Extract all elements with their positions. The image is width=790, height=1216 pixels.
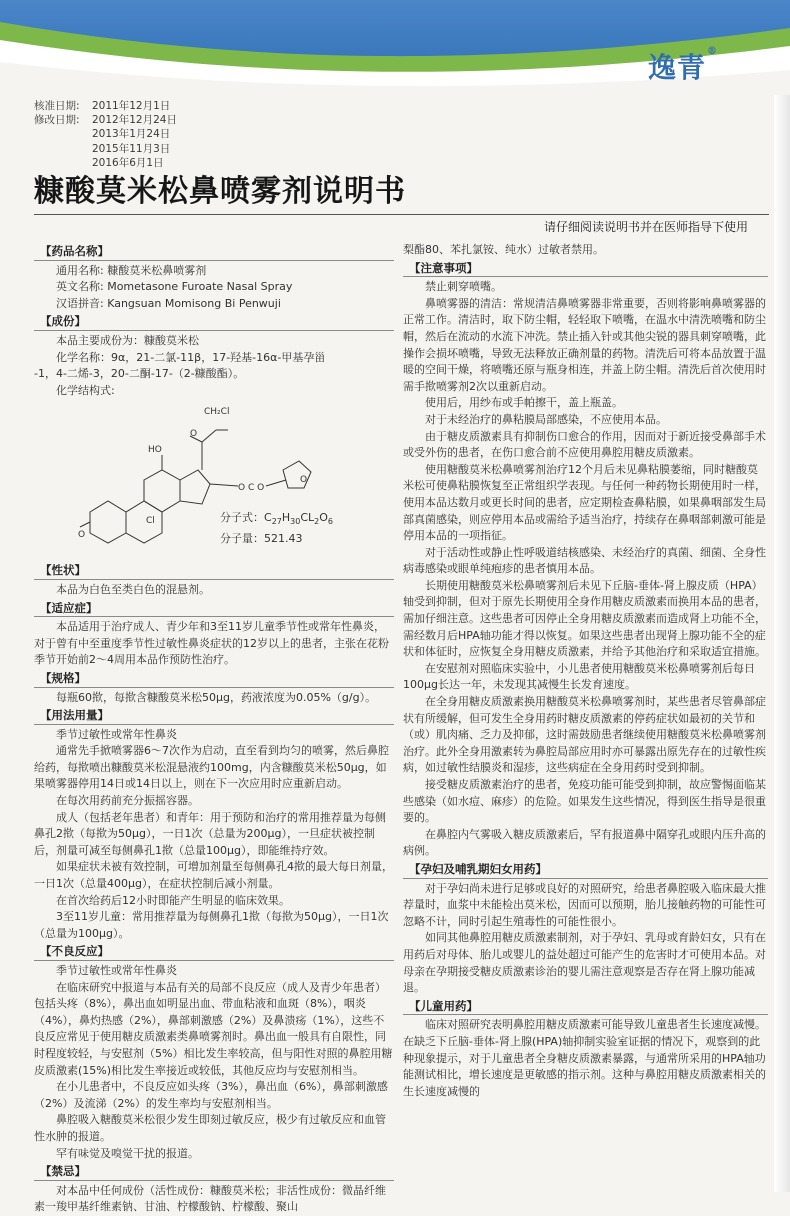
section-heading: 【不良反应】: [34, 943, 394, 961]
spec-text: 每瓶60揿，每揿含糠酸莫米松50μg，药液浓度为0.05%（g/g）。: [56, 690, 377, 704]
section-heading: 【用法用量】: [34, 707, 394, 725]
svg-text:O: O: [300, 475, 308, 486]
chemical-structure: [34, 400, 394, 560]
revision-label: 修改日期:: [34, 114, 80, 127]
section-heading: 【儿童用药】: [403, 998, 768, 1016]
molecular-formula: 分子式：$C_{27}H_{30}CL_2O_6$ 分子量：521.43: [220, 511, 334, 545]
contraindications-text: 对本品中任何成份（活性成份：糠酸莫米松；非活性成份：微晶纤维素一羧甲基纤维素钠、甘油、柠檬酸钠、柠檬酸、聚山: [34, 1183, 386, 1214]
document-subtitle: 请仔细阅读说明书并在医师指导下使用: [543, 220, 748, 234]
precaution-item: 长期使用糖酸莫米松鼻喷雾剂后未见下丘脑-垂体-肾上腺皮质（HPA）轴受到抑制，但对于原先长期使用全身作用糖皮质激素而换用本品的患者，需加仔细注意。这些患者可因停止全身用糖皮质激素而造成肾上功能不全，需经数月后HPA轴功能才得以恢复。如果这些患者出现肾上腺功能不全的症状和体征时，应恢复全身用糖皮质激素，并给予其他治疗和采取适宜措施。: [403, 578, 766, 659]
pregnancy-item: 如同其他鼻腔用糖皮质激素制剂，对于孕妇、乳母或育龄妇女，只有在用药后对母体、胎儿或婴儿的益处超过可能产生的危害时才可使用本品。对母亲在孕期接受糖皮质激素诊治的婴儿需注意观察是否存在肾上腺功能减退。: [403, 931, 766, 995]
header-band: [0, 0, 790, 95]
section-heading: 【成份】: [34, 313, 394, 331]
svg-text:Cl: Cl: [146, 516, 155, 527]
precaution-item: 使用糖酸莫米松鼻喷雾剂治疗12个月后未见鼻粘膜萎缩，同时糖酸莫米松可使鼻粘膜恢复至正常组织学表现。与任何一种药物长期使用时一样，使用本品达数月或更长时间的患者，应定期检查鼻粘膜，如果鼻咽部发生局部真菌感染，则应停用本品或需给予适当治疗，持续存在鼻咽部刺激可能是停用本品的一项指征。: [403, 462, 766, 543]
contraindications-text-cont: 梨酯80、苯扎氯铵、纯水）过敏者禁用。: [403, 243, 604, 256]
adverse-item: 季节过敏性或常年性鼻炎: [56, 964, 177, 977]
dosage-item: 成人（包括老年患者）和青年：用于预防和治疗的常用推荐量为每侧鼻孔2揿（每揿为50μg），一日1次（总量为200μg），一旦症状被控制后，剂量可减至每侧鼻孔1揿（总量100μg），即能维持疗效。: [34, 810, 386, 857]
revision-date: 2016年6月1日: [92, 156, 164, 169]
children-text: 临床对照研究表明鼻腔用糖皮质激素可能导致儿童患者生长速度减慢。在缺乏下丘脑-垂体-肾上腺(HPA)轴抑制实验室证据的情况下，观察到的此种现象提示，对于儿童患者全身糖皮质激素暴露，与通常所采用的HPA轴功能测试相比，增长速度是更敏感的指示剂。这种与鼻腔用糖皮质激素相关的生长速度减慢的: [403, 1018, 766, 1098]
precaution-item: 鼻喷雾器的清洁：常规清洁鼻喷雾器非常重要，否则将影响鼻喷雾器的正常工作。清洁时，取下防尘帽，轻轻取下喷嘴，在温水中清洗喷嘴和防尘帽，然后在流动的水流下冲洗。禁止插入针或其他尖锐的器具刺穿喷嘴，此操作会损坏喷嘴，导致无法释放正确剂量的药物。清洗后可将本品放置于温暖的空间干燥，将喷嘴还原与瓶身相连，并盖上防尘帽。清洗后首次使用时需手揿喷雾剂2次以重新启动。: [403, 296, 766, 393]
revision-date: 2012年12月24日: [92, 114, 177, 127]
brand-logo: 逸青®: [647, 46, 718, 84]
section-heading: 【孕妇及哺乳期妇女用药】: [403, 861, 768, 879]
adverse-item: 鼻腔吸入糖酸莫米松很少发生即刻过敏反应，极少有过敏反应和血管性水肿的报道。: [34, 1113, 386, 1143]
revision-date: 2013年1月24日: [92, 128, 171, 141]
precaution-item: 禁止刺穿喷嘴。: [425, 280, 502, 294]
approval-label: 核准日期:: [34, 100, 80, 112]
chemical-name-cont: -1，4-二烯-3，20-二酮-17-（2-糠酸酯）。: [34, 367, 245, 381]
adverse-item: 在临床研究中报道与本品有关的局部不良反应（成人及青少年患者）包括头疼（8%），鼻出血如明显出血、带血粘液和血斑（8%），咽炎（4%），鼻灼热感（2%），鼻部刺激感（2%）及鼻溃疡（1%），这些不良反应常见于使用糖皮质激素类鼻喷雾剂时。鼻出血一般具有自限性，同时程度较轻，与安慰剂（5%）相比发生率较高，但与阳性对照的鼻腔用糖皮质激素(15%)相比发生率接近或较低，其他反应均与安慰剂相当。: [34, 980, 393, 1077]
precaution-item: 对于活动性或静止性呼吸道结核感染、未经治疗的真菌、细菌、全身性病毒感染或眼单纯疱疹的患者慎用本品。: [403, 545, 766, 576]
pinyin-name: 汉语拼音: Kangsuan Momisong Bi Penwuji: [56, 296, 281, 310]
dosage-item: 在每次用药前充分振摇容器。: [56, 794, 199, 808]
section-heading: 【规格】: [34, 670, 394, 688]
precaution-item: 由于糖皮质激素具有抑制伤口愈合的作用，因而对于新近接受鼻部手术或受外伤的患者，在伤口愈合前不应使用鼻腔用糖皮质激素。: [403, 429, 766, 460]
precaution-item: 接受糖皮质激素治疗的患者，免疫功能可能受到抑制，故应警惕面临某些感染（如水痘、麻疹）的危险。如果发生这些情况，得到医生指导是很重要的。: [403, 778, 766, 825]
dosage-item: 3至11岁儿童：常用推荐量为每侧鼻孔1揿（每揿为50μg），一日1次（总量为100μg）。: [34, 910, 389, 940]
adverse-item: 罕有味觉及嗅觉干扰的报道。: [56, 1146, 199, 1160]
svg-text:CH₂Cl: CH₂Cl: [204, 407, 230, 418]
svg-text:HO: HO: [148, 445, 162, 456]
dosage-item: 在首次给药后12小时即能产生明显的临床效果。: [56, 893, 290, 907]
section-heading: 【适应症】: [34, 600, 394, 618]
dosage-item: 通常先手掀喷雾器6～7次作为启动，直至看到均匀的喷雾，然后鼻腔给药，每揿喷出糠酸莫米松混悬液约100mg，内含糠酸莫米松50μg，如果喷雾器停用14日或14日以上，则在下一次应用时应重新启动。: [34, 744, 389, 791]
section-heading: 【性状】: [34, 562, 394, 580]
left-column: [34, 242, 394, 1216]
pregnancy-item: 对于孕妇尚未进行足够或良好的对照研究，给患者鼻腔吸入临床最大推荐量时，血浆中未能检出莫米松，因而可以预期，胎儿接触药物的可能性可忽略不计，同时引起生殖毒性的可能性很小。: [403, 881, 766, 928]
adverse-item: 在小儿患者中，不良反应如头疼（3%），鼻出血（6%），鼻部刺激感（2%）及流涕（2%）的发生率均与安慰剂相当。: [34, 1080, 388, 1110]
precaution-item: 使用后，用纱布或手帕擦干，盖上瓶盖。: [425, 396, 623, 410]
section-heading: 【注意事项】: [403, 260, 768, 278]
english-name: 英文名称: Mometasone Furoate Nasal Spray: [56, 280, 293, 294]
section-heading: 【禁忌】: [34, 1163, 394, 1181]
revision-date: 2015年11月3日: [92, 142, 171, 155]
precaution-item: 在鼻腔内气雾吸入糖皮质激素后，罕有报道鼻中隔穿孔或眼内压升高的病例。: [403, 827, 766, 858]
precaution-item: 对于未经治疗的鼻粘膜局部感染，不应使用本品。: [425, 412, 667, 426]
page-edge: [774, 95, 790, 1192]
revision-dates: [34, 99, 177, 170]
title-rule: [34, 214, 769, 215]
section-heading: 【药品名称】: [34, 243, 394, 261]
dosage-item: 如果症状未被有效控制，可增加剂量至每侧鼻孔4揿的最大每日剂量，一日1次（总量400μg），在症状控制后减小剂量。: [34, 860, 393, 891]
chemical-name: 化学名称：9α，21-二氯-11β，17-羟基-16α-甲基孕甾: [56, 350, 326, 364]
svg-text:O C O: O C O: [238, 483, 265, 494]
right-column: [403, 242, 768, 1100]
approval-date: 2011年12月1日: [92, 100, 171, 112]
precaution-item: 在全身用糖皮质激素换用糖酸莫米松鼻喷雾剂时，某些患者尽管鼻部症状有所缓解，但可发生全身用药时糖皮质激素的停药症状如最初的关节和（或）肌肉痛、乏力及抑郁，这时需鼓励患者继续使用糖酸莫米松鼻喷雾剂治疗。此外全身用激素转为鼻腔局部应用时亦可暴露出原先存在的过敏性疾病，如过敏性结膜炎和湿疹，这些病症在全身用药时受到抑制。: [403, 695, 766, 775]
dosage-item: 季节过敏性或常年性鼻炎: [56, 727, 177, 741]
main-ingredient: 本品主要成份为：糠酸莫米松: [56, 333, 199, 347]
properties-text: 本品为白色至类白色的混悬剂。: [56, 582, 210, 596]
indications-text: 本品适用于治疗成人、青少年和3至11岁儿童季节性或常年性鼻炎，对于曾有中至重度季节性过敏性鼻炎症状的12岁以上的患者，主张在花粉季节开始前2～4周用本品作预防性治疗。: [34, 620, 389, 667]
svg-text:O: O: [190, 429, 198, 440]
common-name: 通用名称: 糠酸莫米松鼻喷雾剂: [56, 263, 207, 277]
structure-label: 化学结构式:: [56, 383, 115, 397]
svg-text:O: O: [78, 530, 86, 541]
precaution-item: 在安慰剂对照临床实验中，小儿患者使用糖酸莫米松鼻喷雾剂后每日100μg长达一年，未发现其减慢生长发育速度。: [403, 661, 755, 692]
document-title: 糠酸莫米松鼻喷雾剂说明书: [34, 174, 406, 209]
